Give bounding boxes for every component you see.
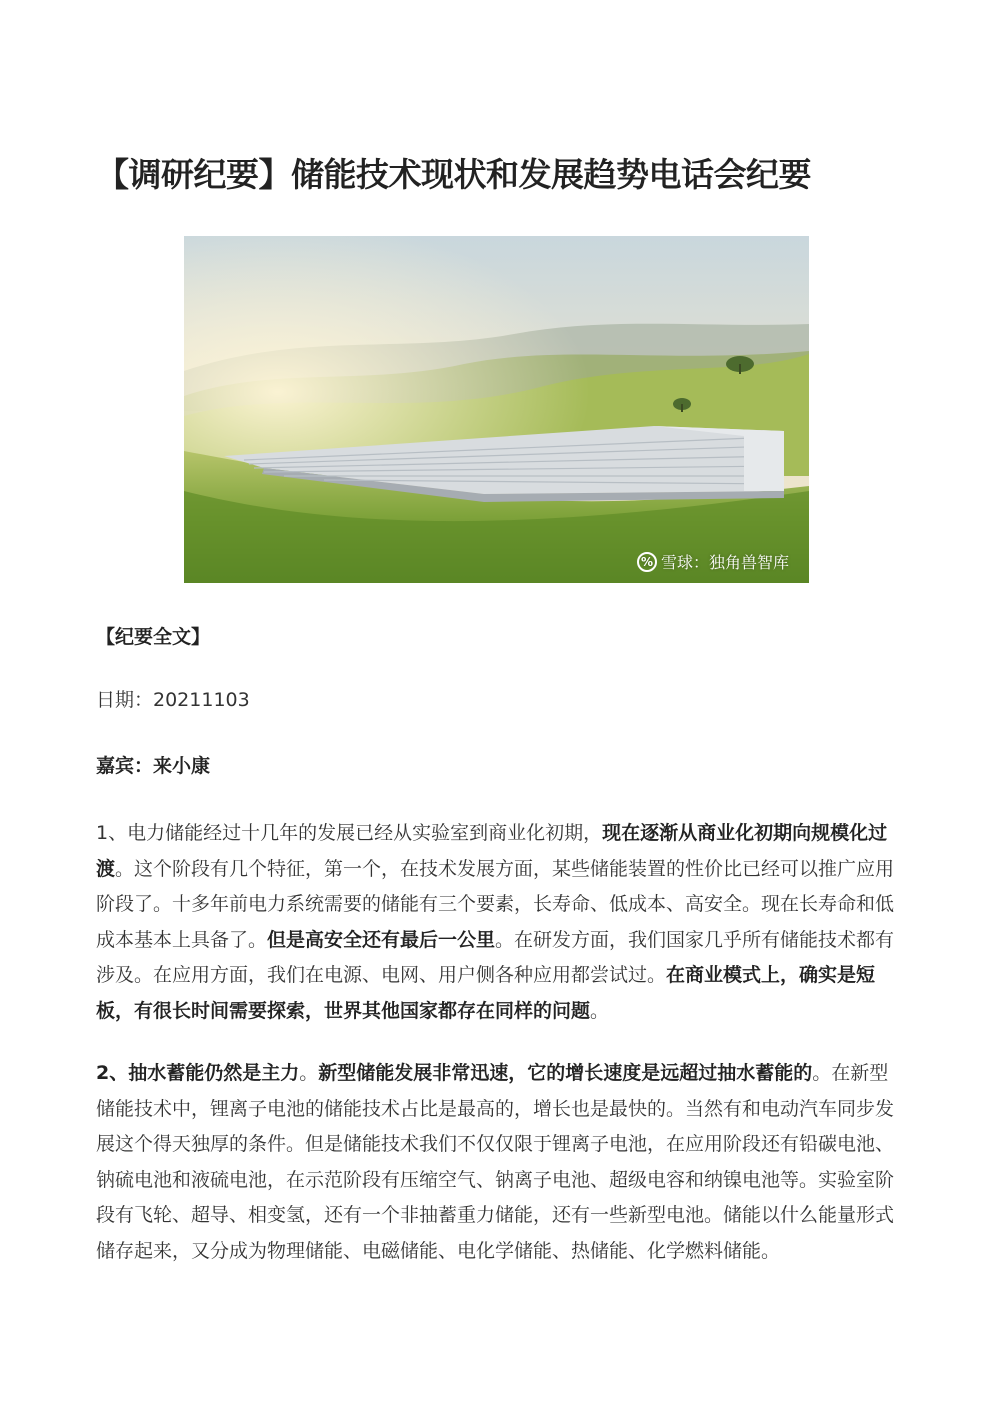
p2-segment: 。 [299,1062,319,1084]
p1-segment: 。在研发方面，我们国家几乎所有储能技术都有涉及。在应用方面，我们在电源、电网、用户侧各种应用都尝试过。 [96,928,895,986]
battery-farm-illustration [184,236,809,583]
p2-segment: 。在新型储能技术中，锂离子电池的储能技术占比是最高的，增长也是最快的。当然有和电动汽车同步发展这个得天独厚的条件。但是储能技术我们不仅仅限于锂离子电池，在应用阶段还有铅碳电池、钠硫电池和液硫电池，在示范阶段有压缩空气、钠离子电池、超级电容和纳镍电池等。实验室阶段有飞轮、超导、相变氢，还有一个非抽蓄重力储能，还有一些新型电池。储能以什么能量形式储存起来，又分成为物理储能、电磁储能、电化学储能、热储能、化学燃料储能。 [96,1062,895,1262]
p2-segment: 新型储能发展非常迅速，它的增长速度是远超过抽水蓄能的 [318,1062,813,1084]
p1-segment: 在商业模式上，确实是短板，有很长时间需要探索，世界其他国家都存在同样的问题 [96,964,876,1022]
date-line: 日期：20211103 [96,689,250,711]
xueqiu-logo-icon: % [637,552,657,572]
paragraph-2 [96,1056,900,1269]
guest-line: 嘉宾：来小康 [96,755,211,777]
p1-segment: 。这个阶段有几个特征，第一个，在技术发展方面，某些储能装置的性价比已经可以推广应用阶段了。十多年前电力系统需要的储能有三个要素，长寿命、低成本、高安全。现在长寿命和低成本基本上具备了。 [96,857,895,951]
p1-segment: 但是高安全还有最后一公里 [267,928,496,951]
document-title: 【调研纪要】储能技术现状和发展趋势电话会纪要 [96,155,811,194]
p1-segment: 。 [590,999,610,1022]
watermark-text: 雪球：独角兽智库 [660,553,789,572]
p1-segment: 1、电力储能经过十几年的发展已经从实验室到商业化初期， [96,822,603,844]
watermark [637,550,789,573]
section-heading: 【纪要全文】 [96,626,211,648]
p2-segment: 2、抽水蓄能仍然是主力 [96,1062,300,1084]
hero-image [184,236,809,583]
paragraph-1 [96,816,900,1029]
p1-segment: 现在逐渐从商业化初期向规模化过渡 [96,822,888,880]
